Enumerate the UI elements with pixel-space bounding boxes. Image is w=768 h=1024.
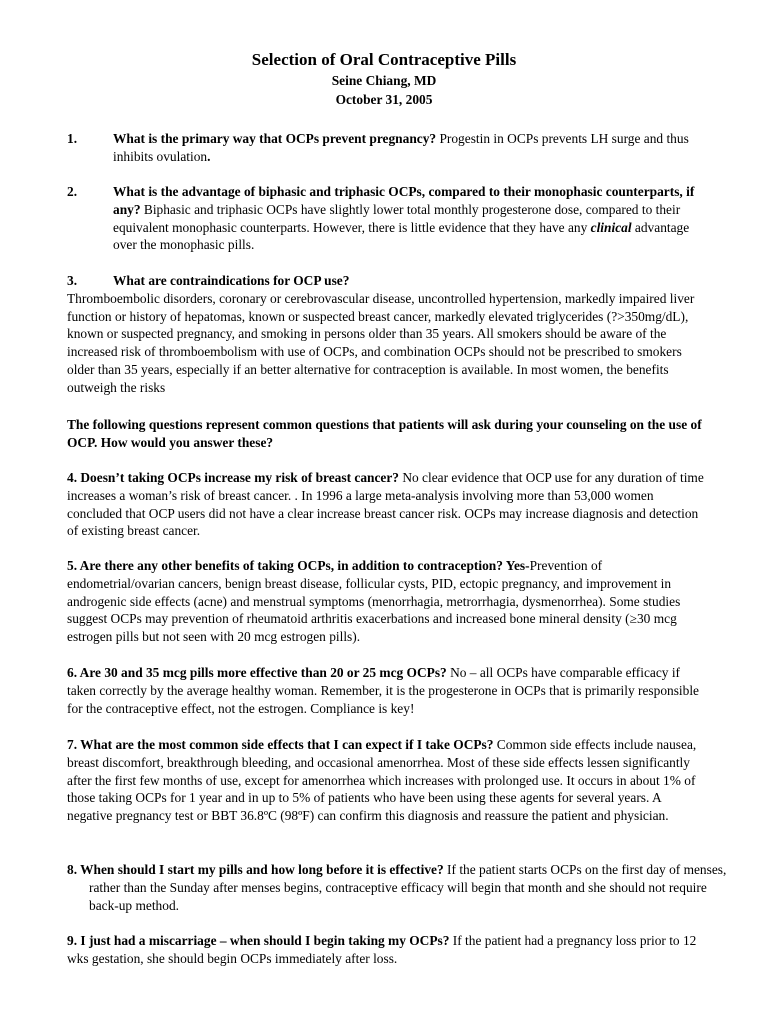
question-7: [67, 736, 707, 825]
question-1-text: What is the primary way that OCPs prevent pregnancy?: [113, 131, 437, 146]
question-6: [67, 664, 707, 717]
question-5-text: 5. Are there any other benefits of taking OCPs, in addition to contraception? Yes-: [67, 558, 530, 573]
question-7-text: 7. What are the most common side effects that I can expect if I take OCPs?: [67, 737, 494, 752]
question-2-answer-b: advantage over the monophasic pills.: [113, 219, 690, 253]
question-2-text: What is the advantage of biphasic and triphasic OCPs, compared to their monophasic counterparts, if any?: [113, 184, 695, 217]
question-1: [67, 130, 707, 166]
question-8-text: 8. When should I start my pills and how long before it is effective?: [67, 862, 444, 877]
question-6-text: 6. Are 30 and 35 mcg pills more effective than 20 or 25 mcg OCPs?: [67, 665, 447, 680]
counseling-intro: The following questions represent common questions that patients will ask during your counseling on the use of OCP. How would you answer these?: [67, 417, 702, 450]
question-2-emphasis: clinical: [590, 219, 632, 235]
question-4-text: 4. Doesn’t taking OCPs increase my risk of breast cancer?: [67, 470, 399, 485]
document-date: October 31, 2005: [335, 92, 433, 107]
question-3-text: What are contraindications for OCP use?: [113, 273, 350, 288]
question-7-answer: Common side effects include nausea, breast discomfort, breakthrough bleeding, and occasional amenorrhea. Most of these side effects lessen significantly after the first few months of use, except for amenorrhea which increases with prolonged use. It occurs in about 1% of those taking OCPs for 1 year and in up to 5% of patients who have been using these agents for several years. A negative pregnancy test or BBT 36.8ºC (98ºF) can confirm this diagnosis and reassure the patient and physician.: [67, 737, 697, 824]
question-1-number: 1.: [67, 131, 78, 146]
question-1-period: .: [207, 148, 211, 164]
question-2: [67, 183, 707, 254]
question-9-text: 9. I just had a miscarriage – when should I begin taking my OCPs?: [67, 933, 450, 948]
question-5-answer: Prevention of endometrial/ovarian cancers, benign breast disease, follicular cysts, PID, ectopic pregnancy, and improvement in androgenic side effects (acne) and menstrual symptoms (menorrhagia, metrorrhagia, dysmenorrhea). Some studies suggest OCPs may prevention of rheumatoid arthritis exacerbations and increased bone mineral density (≥30 mcg estrogen pills but not seen with 20 mcg estrogen pills).: [67, 558, 681, 645]
question-1-answer: Progestin in OCPs prevents LH surge and thus inhibits ovulation: [113, 131, 689, 164]
question-6-answer: No – all OCPs have comparable efficacy if taken correctly by the average healthy woman. Remember, it is the progesterone in OCPs that is primarily responsible for the contraceptive effect, not the estrogen. Compliance is key!: [67, 665, 699, 716]
question-4-answer: No clear evidence that OCP use for any duration of time increases a woman’s risk of breast cancer. . In 1996 a large meta-analysis involving more than 53,000 women concluded that OCP users did not have a clear increase breast cancer risk. OCPs may increase diagnosis and detection of existing breast cancer.: [67, 470, 704, 539]
question-2-number: 2.: [67, 184, 78, 199]
question-8-answer: If the patient starts OCPs on the first day of menses, rather than the Sunday after menses begins, contraceptive efficacy will begin that month and she should not require back-up method.: [89, 862, 727, 913]
question-3-answer: Thromboembolic disorders, coronary or cerebrovascular disease, uncontrolled hypertension, markedly impaired liver function or history of hepatomas, known or suspected breast cancer, markedly elevated triglycerides (?>350mg/dL), known or suspected pregnancy, and smoking in persons older than 35 years. All smokers should be aware of the increased risk of thromboembolism with use of OCPs, and combination OCPs should not be prescribed to smokers older than 35 years, especially if an better alternative for contraception is available. In most women, the benefits outweigh the risks: [67, 290, 695, 395]
document-author: Seine Chiang, MD: [331, 73, 437, 88]
question-4: [67, 469, 707, 540]
question-9-answer: If the patient had a pregnancy loss prior to 12 wks gestation, she should begin OCPs immediately after loss.: [67, 933, 697, 966]
document-title: Selection of Oral Contraceptive Pills: [251, 50, 517, 69]
question-2-answer-a: Biphasic and triphasic OCPs have slightly lower total monthly progesterone dose, compared to their equivalent monophasic counterparts. However, there is little evidence that they have any: [113, 201, 681, 235]
question-3-number: 3.: [67, 273, 78, 288]
question-5: [67, 557, 707, 646]
question-3: [67, 272, 707, 397]
question-8: [67, 861, 729, 914]
question-9: [67, 932, 707, 968]
